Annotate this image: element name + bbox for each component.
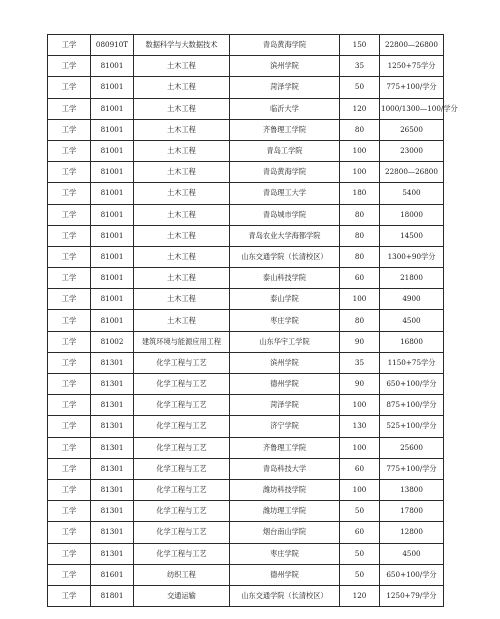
school-cell: 枣庄学院: [230, 310, 340, 331]
discipline-cell: 工学: [48, 458, 91, 479]
tuition-cell: 26500: [380, 119, 444, 140]
tuition-cell: 12800: [380, 522, 444, 543]
table-row: [48, 501, 444, 522]
major-name-cell: 土木工程: [134, 162, 230, 183]
major-name-cell: 土木工程: [134, 98, 230, 119]
tuition-cell: 18000: [380, 204, 444, 225]
major-code-cell: 81001: [91, 77, 134, 98]
table-row: [48, 479, 444, 500]
major-code-cell: 81002: [91, 331, 134, 352]
discipline-cell: 工学: [48, 268, 91, 289]
discipline-cell: 工学: [48, 416, 91, 437]
tuition-cell: 5400: [380, 183, 444, 204]
tuition-cell: 25600: [380, 437, 444, 458]
quota-cell: 90: [340, 331, 380, 352]
major-code-cell: 81301: [91, 374, 134, 395]
quota-cell: 60: [340, 268, 380, 289]
major-code-cell: 080910T: [91, 35, 134, 56]
table-row: [48, 246, 444, 267]
tuition-cell: 4500: [380, 310, 444, 331]
school-cell: 德州学院: [230, 374, 340, 395]
school-cell: 泰山学院: [230, 289, 340, 310]
quota-cell: 100: [340, 479, 380, 500]
school-cell: 菏泽学院: [230, 395, 340, 416]
school-cell: 滨州学院: [230, 352, 340, 373]
discipline-cell: 工学: [48, 352, 91, 373]
tuition-cell: 17800: [380, 501, 444, 522]
major-code-cell: 81301: [91, 352, 134, 373]
quota-cell: 50: [340, 77, 380, 98]
discipline-cell: 工学: [48, 522, 91, 543]
quota-cell: 35: [340, 56, 380, 77]
tuition-cell: 875+100/学分: [380, 395, 444, 416]
major-name-cell: 土木工程: [134, 77, 230, 98]
table-row: [48, 162, 444, 183]
school-cell: 青岛黄海学院: [230, 35, 340, 56]
quota-cell: 150: [340, 35, 380, 56]
school-cell: 烟台南山学院: [230, 522, 340, 543]
tuition-cell: 650+100/学分: [380, 564, 444, 585]
discipline-cell: 工学: [48, 246, 91, 267]
program-table: [47, 34, 458, 607]
tuition-cell: 650+100/学分: [380, 374, 444, 395]
major-name-cell: 土木工程: [134, 140, 230, 161]
discipline-cell: 工学: [48, 479, 91, 500]
quota-cell: 120: [340, 585, 380, 606]
discipline-cell: 工学: [48, 119, 91, 140]
discipline-cell: 工学: [48, 35, 91, 56]
quota-cell: 80: [340, 119, 380, 140]
school-cell: 济宁学院: [230, 416, 340, 437]
major-name-cell: 土木工程: [134, 183, 230, 204]
tuition-cell: 775+100/学分: [380, 77, 444, 98]
discipline-cell: 工学: [48, 183, 91, 204]
major-code-cell: 81001: [91, 98, 134, 119]
major-code-cell: 81301: [91, 458, 134, 479]
tuition-cell: 1250+79/学分: [380, 585, 444, 606]
table-row: [48, 56, 444, 77]
school-cell: 潍坊科技学院: [230, 479, 340, 500]
discipline-cell: 工学: [48, 395, 91, 416]
major-code-cell: 81001: [91, 310, 134, 331]
major-code-cell: 81001: [91, 119, 134, 140]
discipline-cell: 工学: [48, 225, 91, 246]
quota-cell: 180: [340, 183, 380, 204]
quota-cell: 50: [340, 501, 380, 522]
major-name-cell: 化学工程与工艺: [134, 374, 230, 395]
quota-cell: 80: [340, 204, 380, 225]
major-code-cell: 81001: [91, 225, 134, 246]
table-row: [48, 225, 444, 246]
discipline-cell: 工学: [48, 374, 91, 395]
major-name-cell: 化学工程与工艺: [134, 543, 230, 564]
school-cell: 山东交通学院（长清校区）: [230, 246, 340, 267]
table-row: [48, 458, 444, 479]
major-code-cell: 81301: [91, 479, 134, 500]
school-cell: 滨州学院: [230, 56, 340, 77]
major-code-cell: 81301: [91, 395, 134, 416]
school-cell: 德州学院: [230, 564, 340, 585]
major-name-cell: 数据科学与大数据技术: [134, 35, 230, 56]
discipline-cell: 工学: [48, 162, 91, 183]
school-cell: 枣庄学院: [230, 543, 340, 564]
quota-cell: 100: [340, 289, 380, 310]
discipline-cell: 工学: [48, 204, 91, 225]
major-name-cell: 土木工程: [134, 268, 230, 289]
school-cell: 潍坊理工学院: [230, 501, 340, 522]
tuition-cell: 23000: [380, 140, 444, 161]
tuition-cell: 1150+75学分: [380, 352, 444, 373]
table-row: [48, 331, 444, 352]
school-cell: 青岛工学院: [230, 140, 340, 161]
major-name-cell: 土木工程: [134, 119, 230, 140]
table-row: [48, 416, 444, 437]
table-row: [48, 352, 444, 373]
table-row: [48, 395, 444, 416]
discipline-cell: 工学: [48, 543, 91, 564]
table-row: [48, 268, 444, 289]
quota-cell: 35: [340, 352, 380, 373]
tuition-cell: 525+100/学分: [380, 416, 444, 437]
tuition-cell: 1000/1300—100/学分: [380, 98, 444, 119]
major-code-cell: 81301: [91, 416, 134, 437]
school-cell: 山东华宇工学院: [230, 331, 340, 352]
table-row: [48, 119, 444, 140]
discipline-cell: 工学: [48, 585, 91, 606]
table-row: [48, 289, 444, 310]
table-row: [48, 543, 444, 564]
major-name-cell: 建筑环境与能源应用工程: [134, 331, 230, 352]
major-name-cell: 交通运输: [134, 585, 230, 606]
quota-cell: 50: [340, 543, 380, 564]
table-row: [48, 310, 444, 331]
major-code-cell: 81301: [91, 543, 134, 564]
discipline-cell: 工学: [48, 289, 91, 310]
tuition-cell: 1250+75学分: [380, 56, 444, 77]
quota-cell: 100: [340, 437, 380, 458]
school-cell: 齐鲁理工学院: [230, 437, 340, 458]
major-code-cell: 81301: [91, 437, 134, 458]
quota-cell: 60: [340, 522, 380, 543]
table-row: [48, 35, 444, 56]
major-name-cell: 纺织工程: [134, 564, 230, 585]
school-cell: 青岛黄海学院: [230, 162, 340, 183]
discipline-cell: 工学: [48, 77, 91, 98]
major-code-cell: 81801: [91, 585, 134, 606]
quota-cell: 80: [340, 225, 380, 246]
tuition-cell: 22800—26800: [380, 162, 444, 183]
tuition-cell: 16800: [380, 331, 444, 352]
school-cell: 齐鲁理工学院: [230, 119, 340, 140]
document-page: [47, 34, 458, 607]
school-cell: 临沂大学: [230, 98, 340, 119]
tuition-cell: 14500: [380, 225, 444, 246]
quota-cell: 130: [340, 416, 380, 437]
table-body: [48, 35, 458, 607]
major-name-cell: 化学工程与工艺: [134, 501, 230, 522]
major-name-cell: 土木工程: [134, 204, 230, 225]
discipline-cell: 工学: [48, 56, 91, 77]
major-name-cell: 土木工程: [134, 246, 230, 267]
table-row: [48, 183, 444, 204]
table-row: [48, 77, 444, 98]
major-name-cell: 化学工程与工艺: [134, 522, 230, 543]
discipline-cell: 工学: [48, 310, 91, 331]
major-name-cell: 土木工程: [134, 56, 230, 77]
discipline-cell: 工学: [48, 501, 91, 522]
quota-cell: 80: [340, 246, 380, 267]
major-name-cell: 化学工程与工艺: [134, 458, 230, 479]
school-cell: 菏泽学院: [230, 77, 340, 98]
table-row: [48, 374, 444, 395]
tuition-cell: 775+100/学分: [380, 458, 444, 479]
major-code-cell: 81001: [91, 268, 134, 289]
major-name-cell: 化学工程与工艺: [134, 437, 230, 458]
tuition-cell: 4900: [380, 289, 444, 310]
table-row: [48, 437, 444, 458]
major-code-cell: 81001: [91, 183, 134, 204]
table-row: [48, 522, 444, 543]
major-name-cell: 化学工程与工艺: [134, 352, 230, 373]
table-row: [48, 140, 444, 161]
major-code-cell: 81001: [91, 204, 134, 225]
quota-cell: 120: [340, 98, 380, 119]
major-code-cell: 81001: [91, 56, 134, 77]
major-code-cell: 81001: [91, 140, 134, 161]
table-row: [48, 98, 444, 119]
school-cell: 青岛农业大学海都学院: [230, 225, 340, 246]
quota-cell: 50: [340, 564, 380, 585]
major-name-cell: 土木工程: [134, 289, 230, 310]
major-name-cell: 化学工程与工艺: [134, 416, 230, 437]
table-row: [48, 564, 444, 585]
school-cell: 青岛理工大学: [230, 183, 340, 204]
major-code-cell: 81001: [91, 246, 134, 267]
quota-cell: 90: [340, 374, 380, 395]
major-code-cell: 81001: [91, 162, 134, 183]
major-name-cell: 化学工程与工艺: [134, 395, 230, 416]
quota-cell: 100: [340, 140, 380, 161]
tuition-cell: 1300+90学分: [380, 246, 444, 267]
major-code-cell: 81601: [91, 564, 134, 585]
discipline-cell: 工学: [48, 331, 91, 352]
major-name-cell: 土木工程: [134, 310, 230, 331]
school-cell: 山东交通学院（长清校区）: [230, 585, 340, 606]
quota-cell: 80: [340, 310, 380, 331]
discipline-cell: 工学: [48, 564, 91, 585]
table-row: [48, 585, 444, 606]
major-code-cell: 81001: [91, 289, 134, 310]
quota-cell: 60: [340, 458, 380, 479]
tuition-cell: 21800: [380, 268, 444, 289]
major-code-cell: 81301: [91, 501, 134, 522]
tuition-cell: 13800: [380, 479, 444, 500]
quota-cell: 100: [340, 395, 380, 416]
discipline-cell: 工学: [48, 437, 91, 458]
school-cell: 青岛城市学院: [230, 204, 340, 225]
school-cell: 泰山科技学院: [230, 268, 340, 289]
tuition-cell: 22800—26800: [380, 35, 444, 56]
school-cell: 青岛科技大学: [230, 458, 340, 479]
major-code-cell: 81301: [91, 522, 134, 543]
quota-cell: 100: [340, 162, 380, 183]
discipline-cell: 工学: [48, 98, 91, 119]
discipline-cell: 工学: [48, 140, 91, 161]
major-name-cell: 土木工程: [134, 225, 230, 246]
tuition-cell: 4500: [380, 543, 444, 564]
major-name-cell: 化学工程与工艺: [134, 479, 230, 500]
table-row: [48, 204, 444, 225]
